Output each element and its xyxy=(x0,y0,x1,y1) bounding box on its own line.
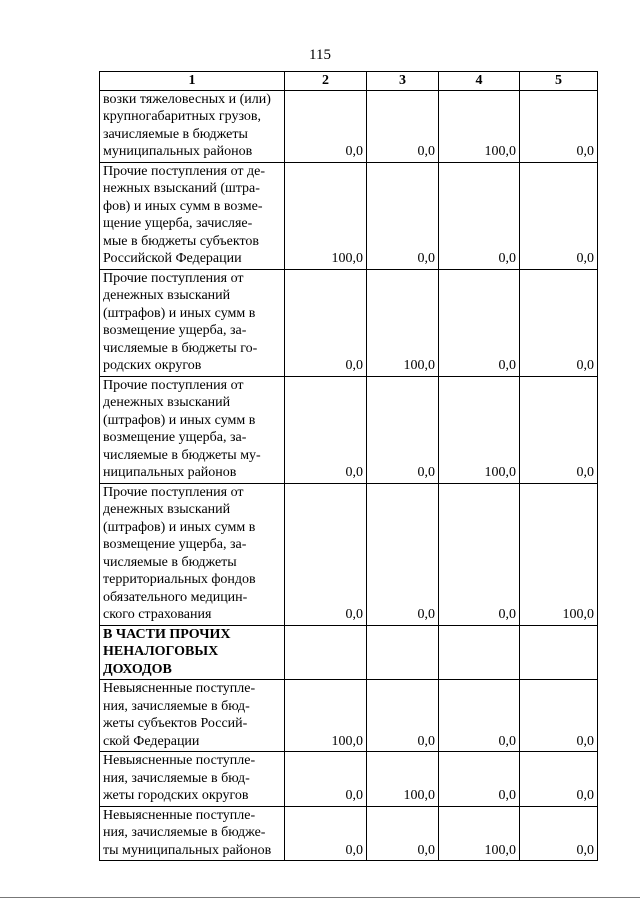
share-value-col-5: 0,0 xyxy=(520,806,598,861)
revenue-label: Невыясненные поступле- ния, зачисляемые в бюдже- ты муниципальных районов xyxy=(100,806,285,861)
revenue-distribution-table xyxy=(99,71,598,861)
share-value-col-5: 0,0 xyxy=(520,90,598,162)
revenue-label: Невыясненные поступле- ния, зачисляемые в бюд- жеты городских округов xyxy=(100,752,285,807)
share-value-col-2: 0,0 xyxy=(285,806,367,861)
share-value-col-5: 100,0 xyxy=(520,483,598,625)
table-row xyxy=(100,376,598,483)
share-value-col-3: 0,0 xyxy=(367,90,439,162)
share-value-col-2: 0,0 xyxy=(285,376,367,483)
table-row xyxy=(100,162,598,269)
section-heading: В ЧАСТИ ПРОЧИХ НЕНАЛОГОВЫХ ДОХОДОВ xyxy=(100,625,285,680)
share-value-col-2: 0,0 xyxy=(285,483,367,625)
share-value-col-3 xyxy=(367,625,439,680)
header-col-2: 2 xyxy=(285,72,367,91)
share-value-col-3: 100,0 xyxy=(367,752,439,807)
header-col-3: 3 xyxy=(367,72,439,91)
header-row xyxy=(100,72,598,91)
share-value-col-2: 100,0 xyxy=(285,680,367,752)
share-value-col-4: 0,0 xyxy=(439,269,520,376)
share-value-col-2: 0,0 xyxy=(285,269,367,376)
share-value-col-4: 0,0 xyxy=(439,483,520,625)
header-col-1: 1 xyxy=(100,72,285,91)
table-body xyxy=(100,90,598,861)
header-col-4: 4 xyxy=(439,72,520,91)
share-value-col-3: 0,0 xyxy=(367,483,439,625)
share-value-col-3: 0,0 xyxy=(367,162,439,269)
revenue-label: Невыясненные поступле- ния, зачисляемые в бюд- жеты субъектов Россий- ской Федерации xyxy=(100,680,285,752)
table-row xyxy=(100,269,598,376)
share-value-col-3: 100,0 xyxy=(367,269,439,376)
share-value-col-4: 0,0 xyxy=(439,680,520,752)
share-value-col-2: 100,0 xyxy=(285,162,367,269)
table-row xyxy=(100,752,598,807)
share-value-col-4: 100,0 xyxy=(439,90,520,162)
share-value-col-2 xyxy=(285,625,367,680)
table-row xyxy=(100,680,598,752)
table-row xyxy=(100,806,598,861)
share-value-col-2: 0,0 xyxy=(285,752,367,807)
share-value-col-4: 100,0 xyxy=(439,376,520,483)
share-value-col-3: 0,0 xyxy=(367,376,439,483)
header-col-5: 5 xyxy=(520,72,598,91)
revenue-label: возки тяжеловесных и (или) крупногабаритных грузов, зачисляемые в бюджеты муниципальных районов xyxy=(100,90,285,162)
table-row xyxy=(100,90,598,162)
revenue-label: Прочие поступления от денежных взысканий (штрафов) и иных сумм в возмещение ущерба, за- числяемые в бюджеты территориальных фондов обязательного медицин- ского страхования xyxy=(100,483,285,625)
share-value-col-4: 0,0 xyxy=(439,752,520,807)
revenue-label: Прочие поступления от де- нежных взысканий (штра- фов) и иных сумм в возме- щение ущерба, зачисляе- мые в бюджеты субъектов Российской Федерации xyxy=(100,162,285,269)
share-value-col-5: 0,0 xyxy=(520,680,598,752)
bottom-rule xyxy=(0,897,640,898)
share-value-col-4: 0,0 xyxy=(439,162,520,269)
page-number: 115 xyxy=(309,47,331,63)
share-value-col-3: 0,0 xyxy=(367,806,439,861)
table-row xyxy=(100,625,598,680)
share-value-col-5 xyxy=(520,625,598,680)
revenue-label: Прочие поступления от денежных взысканий (штрафов) и иных сумм в возмещение ущерба, за- числяемые в бюджеты го- родских округов xyxy=(100,269,285,376)
table-row xyxy=(100,483,598,625)
share-value-col-5: 0,0 xyxy=(520,269,598,376)
share-value-col-2: 0,0 xyxy=(285,90,367,162)
share-value-col-4 xyxy=(439,625,520,680)
share-value-col-3: 0,0 xyxy=(367,680,439,752)
share-value-col-5: 0,0 xyxy=(520,752,598,807)
share-value-col-5: 0,0 xyxy=(520,162,598,269)
share-value-col-5: 0,0 xyxy=(520,376,598,483)
share-value-col-4: 100,0 xyxy=(439,806,520,861)
revenue-label: Прочие поступления от денежных взысканий (штрафов) и иных сумм в возмещение ущерба, за- числяемые в бюджеты му- ниципальных районов xyxy=(100,376,285,483)
